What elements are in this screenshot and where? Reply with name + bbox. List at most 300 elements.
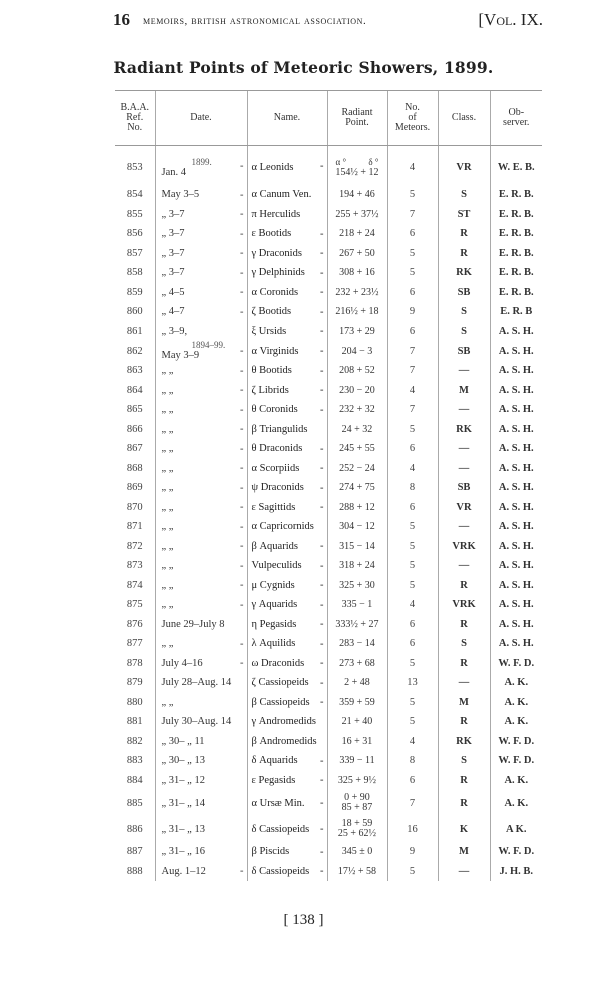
ref-cell: 885	[126, 797, 143, 809]
name-cell	[247, 420, 327, 440]
table-row	[115, 185, 542, 205]
date-text: „ „	[161, 579, 174, 591]
count-cell: 4	[387, 381, 438, 401]
date-text: „ 4–7	[161, 306, 185, 318]
shower-name: ε Pegasids	[251, 774, 296, 786]
class-cell: R	[438, 771, 490, 791]
observer-cell: A. S. H.	[490, 634, 542, 654]
ref-cell: 861	[126, 325, 143, 337]
date-cell	[155, 790, 247, 816]
table-row	[115, 478, 542, 498]
table-row	[115, 862, 542, 882]
date-cell	[155, 302, 247, 322]
radiant-value: 232 + 23½	[335, 286, 379, 298]
date-text: July 30–Aug. 14	[161, 716, 232, 728]
shower-name: ξ Ursids	[251, 325, 287, 337]
count-cell: 7	[387, 400, 438, 420]
table-row	[115, 322, 542, 342]
ref-cell: 872	[126, 540, 143, 552]
table-row	[115, 693, 542, 713]
class-cell: M	[438, 381, 490, 401]
shower-name: δ Aquarids	[251, 755, 298, 767]
leader-dash: -	[240, 228, 244, 240]
alpha-delta-units	[330, 158, 385, 167]
name-cell	[247, 381, 327, 401]
col-name: Name.	[247, 91, 327, 146]
radiant-value: 24 + 32	[341, 423, 373, 435]
ref-cell: 858	[126, 267, 143, 279]
leader-dash: -	[320, 501, 324, 513]
ref-cell: 873	[126, 560, 143, 572]
table-row	[115, 439, 542, 459]
radiant-value: 252 − 24	[339, 462, 375, 474]
observer-cell: E. R. B.	[490, 263, 542, 283]
leader-dash: -	[240, 482, 244, 494]
class-cell: R	[438, 712, 490, 732]
observer-cell: A. S. H.	[490, 615, 542, 635]
leader-dash: -	[320, 228, 324, 240]
date-text: „ 3–7	[161, 267, 185, 279]
shower-name: α Canum Ven.	[251, 189, 312, 201]
observer-cell: A K.	[490, 816, 542, 842]
observer-cell: A. S. H.	[490, 556, 542, 576]
name-cell	[247, 478, 327, 498]
date-text: „ 3–7	[161, 228, 185, 240]
class-cell: —	[438, 361, 490, 381]
leader-dash: -	[240, 423, 244, 435]
date-cell	[155, 862, 247, 882]
date-text: „ „	[161, 638, 174, 650]
ref-cell: 887	[126, 846, 143, 858]
radiant-cell	[327, 478, 387, 498]
leader-dash: -	[320, 677, 324, 689]
date-text: „ 31– „ 12	[161, 774, 205, 786]
radiant-cell	[327, 842, 387, 862]
ref-cell: 882	[126, 735, 143, 747]
ref-cell: 875	[126, 599, 143, 611]
table-row	[115, 842, 542, 862]
table-row	[115, 205, 542, 225]
class-cell: —	[438, 439, 490, 459]
date-text: June 29–July 8	[161, 618, 225, 630]
leader-dash: -	[240, 521, 244, 533]
ref-cell: 862	[126, 345, 143, 357]
date-cell	[155, 263, 247, 283]
shower-name: α Leonids	[251, 162, 294, 173]
shower-name: β Andromedids	[251, 735, 317, 747]
class-cell: RK	[438, 420, 490, 440]
leader-dash: -	[240, 286, 244, 298]
leader-dash: -	[240, 160, 244, 171]
shower-name: ε Bootids	[251, 228, 292, 240]
observer-cell: A. K.	[490, 693, 542, 713]
date-cell	[155, 517, 247, 537]
class-cell: R	[438, 790, 490, 816]
leader-dash: -	[320, 797, 324, 809]
radiant-table	[115, 90, 542, 881]
observer-cell: E. R. B.	[490, 205, 542, 225]
name-cell	[247, 283, 327, 303]
radiant-value: 204 − 3	[341, 345, 373, 357]
ref-cell: 855	[126, 208, 143, 220]
leader-dash: -	[320, 540, 324, 552]
year-note: 1894–99.	[191, 341, 226, 350]
observer-cell: W. E. B.	[490, 146, 542, 186]
shower-name: μ Cygnids	[251, 579, 295, 591]
ref-cell: 854	[126, 189, 143, 201]
name-cell	[247, 673, 327, 693]
table-row	[115, 263, 542, 283]
observer-cell: E. R. B	[490, 302, 542, 322]
ref-cell: 868	[126, 462, 143, 474]
leader-dash: -	[240, 501, 244, 513]
table-row	[115, 595, 542, 615]
ref-cell: 857	[126, 247, 143, 259]
count-cell: 9	[387, 842, 438, 862]
leader-dash: -	[320, 846, 324, 858]
date-cell	[155, 693, 247, 713]
alpha-label: α °	[335, 156, 347, 167]
radiant-cell	[327, 634, 387, 654]
date-text: „ 4–5	[161, 286, 185, 298]
table-row	[115, 224, 542, 244]
radiant-value: 315 − 14	[339, 540, 375, 552]
table-row	[115, 146, 542, 186]
radiant-cell	[327, 712, 387, 732]
class-cell: R	[438, 654, 490, 674]
observer-cell: A. K.	[490, 712, 542, 732]
name-cell	[247, 634, 327, 654]
ref-cell: 876	[126, 618, 143, 630]
class-cell: S	[438, 751, 490, 771]
radiant-cell	[327, 816, 387, 842]
count-cell: 4	[387, 732, 438, 752]
shower-name: θ Coronids	[251, 404, 298, 416]
table-row	[115, 576, 542, 596]
shower-name: λ Aquilids	[251, 638, 296, 650]
shower-name: ω Draconids	[251, 657, 305, 669]
observer-cell: A. S. H.	[490, 439, 542, 459]
col-radiant: Radiant Point.	[327, 91, 387, 146]
shower-name: α Virginids	[251, 345, 299, 357]
observer-cell: E. R. B.	[490, 224, 542, 244]
leader-dash: -	[320, 560, 324, 572]
date-text: July 28–Aug. 14	[161, 677, 232, 689]
name-cell	[247, 205, 327, 225]
count-cell: 6	[387, 224, 438, 244]
radiant-cell	[327, 537, 387, 557]
count-cell: 5	[387, 420, 438, 440]
shower-name: β Piscids	[251, 846, 290, 858]
date-cell	[155, 654, 247, 674]
name-cell	[247, 842, 327, 862]
radiant-cell	[327, 263, 387, 283]
radiant-value: 318 + 24	[339, 560, 375, 572]
name-cell	[247, 693, 327, 713]
table-row	[115, 459, 542, 479]
name-cell	[247, 790, 327, 816]
table-row	[115, 615, 542, 635]
observer-cell: A. S. H.	[490, 459, 542, 479]
leader-dash: -	[240, 443, 244, 455]
leader-dash: -	[240, 208, 244, 220]
leader-dash: -	[240, 638, 244, 650]
date-text: „ „	[161, 560, 174, 572]
leader-dash: -	[320, 774, 324, 786]
shower-name: ζ Librids	[251, 384, 289, 396]
name-cell	[247, 224, 327, 244]
leader-dash: -	[320, 618, 324, 630]
class-cell: —	[438, 517, 490, 537]
table-row	[115, 712, 542, 732]
shower-name: γ Delphinids	[251, 267, 305, 279]
leader-dash: -	[320, 443, 324, 455]
date-text: „ „	[161, 384, 174, 396]
date-text: „ „	[161, 501, 174, 513]
observer-cell: A. S. H.	[490, 498, 542, 518]
radiant-cell	[327, 732, 387, 752]
ref-cell: 879	[126, 677, 143, 689]
radiant-cell	[327, 498, 387, 518]
observer-cell: A. S. H.	[490, 400, 542, 420]
observer-cell: W. F. D.	[490, 751, 542, 771]
date-text: „ 30– „ 13	[161, 755, 205, 767]
radiant-value: 345 ± 0	[341, 846, 373, 858]
count-cell: 16	[387, 816, 438, 842]
date-text: „ „	[161, 599, 174, 611]
table-row	[115, 341, 542, 361]
shower-name: β Aquarids	[251, 540, 298, 552]
ref-cell: 865	[126, 404, 143, 416]
count-cell: 6	[387, 322, 438, 342]
radiant-value: 304 − 12	[339, 521, 375, 533]
leader-dash: -	[240, 306, 244, 318]
radiant-cell	[327, 224, 387, 244]
name-cell	[247, 263, 327, 283]
table-row	[115, 244, 542, 264]
radiant-value: 216½ + 18	[335, 306, 379, 318]
count-cell: 5	[387, 712, 438, 732]
date-text: „ „	[161, 482, 174, 494]
shower-name: ε Sagittids	[251, 501, 296, 513]
leader-dash: -	[320, 657, 324, 669]
radiant-cell	[327, 790, 387, 816]
shower-name: π Herculids	[251, 208, 301, 220]
name-cell	[247, 816, 327, 842]
shower-name: ζ Cassiopeids	[251, 677, 309, 689]
leader-dash: -	[320, 345, 324, 357]
table-row	[115, 556, 542, 576]
leader-dash: -	[240, 384, 244, 396]
observer-cell: A. S. H.	[490, 595, 542, 615]
radiant-value: 288 + 12	[339, 501, 375, 513]
radiant-cell	[327, 771, 387, 791]
leader-dash: -	[240, 560, 244, 572]
class-cell: RK	[438, 263, 490, 283]
table-row	[115, 361, 542, 381]
name-cell	[247, 185, 327, 205]
table-row	[115, 498, 542, 518]
name-cell	[247, 595, 327, 615]
count-cell: 4	[387, 146, 438, 186]
journal-title: memoirs, british astronomical association.	[143, 15, 367, 27]
date-cell	[155, 205, 247, 225]
observer-cell: E. R. B.	[490, 244, 542, 264]
shower-name: β Triangulids	[251, 423, 308, 435]
leader-dash: -	[320, 286, 324, 298]
year-note: 1899.	[191, 156, 212, 167]
date-text: „ „	[161, 443, 174, 455]
leader-dash: -	[320, 306, 324, 318]
leader-dash: -	[240, 657, 244, 669]
radiant-value: 230 − 20	[339, 384, 375, 396]
ref-cell: 883	[126, 755, 143, 767]
date-cell	[155, 634, 247, 654]
running-head	[113, 10, 543, 34]
observer-cell: A. S. H.	[490, 537, 542, 557]
shower-name: α Capricornids	[251, 521, 314, 533]
count-cell: 5	[387, 517, 438, 537]
ref-cell: 871	[126, 521, 143, 533]
date-text: May 3–5	[161, 189, 200, 201]
table-row	[115, 790, 542, 816]
name-cell	[247, 654, 327, 674]
count-cell: 5	[387, 537, 438, 557]
shower-name: θ Bootids	[251, 365, 292, 377]
class-cell: M	[438, 842, 490, 862]
radiant-cell	[327, 146, 387, 186]
date-text: „ 3–7	[161, 247, 185, 259]
name-cell	[247, 615, 327, 635]
ref-cell: 860	[126, 306, 143, 318]
shower-name: δ Cassiopeids	[251, 823, 310, 835]
count-cell: 6	[387, 634, 438, 654]
radiant-value: 2 + 48	[344, 677, 370, 689]
name-cell	[247, 244, 327, 264]
shower-name: η Pegasids	[251, 618, 297, 630]
radiant-value: 359 + 59	[339, 696, 375, 708]
radiant-value: 255 + 37½	[335, 208, 379, 220]
class-cell: RK	[438, 732, 490, 752]
name-cell	[247, 341, 327, 361]
count-cell: 5	[387, 654, 438, 674]
ref-cell: 859	[126, 286, 143, 298]
date-cell	[155, 751, 247, 771]
observer-cell: E. R. B.	[490, 283, 542, 303]
date-cell	[155, 771, 247, 791]
observer-cell: A. S. H.	[490, 478, 542, 498]
name-cell	[247, 361, 327, 381]
radiant-value: 208 + 52	[339, 365, 375, 377]
radiant-cell	[327, 205, 387, 225]
date-text: „ „	[161, 423, 174, 435]
shower-name: ψ Draconids	[251, 482, 304, 494]
observer-cell: A. K.	[490, 771, 542, 791]
count-cell: 7	[387, 205, 438, 225]
table-row	[115, 673, 542, 693]
date-cell	[155, 712, 247, 732]
name-cell	[247, 537, 327, 557]
radiant-value: 283 − 14	[339, 638, 375, 650]
radiant-value: 339 − 11	[339, 755, 375, 767]
date-cell	[155, 498, 247, 518]
col-class: Class.	[438, 91, 490, 146]
ref-cell: 864	[126, 384, 143, 396]
leader-dash: -	[320, 247, 324, 259]
leader-dash: -	[320, 325, 324, 337]
observer-cell: A. K.	[490, 790, 542, 816]
count-cell: 5	[387, 556, 438, 576]
table-row	[115, 381, 542, 401]
leader-dash: -	[320, 755, 324, 767]
radiant-value: 274 + 75	[339, 482, 375, 494]
count-cell: 5	[387, 862, 438, 882]
radiant-cell	[327, 751, 387, 771]
class-cell: S	[438, 322, 490, 342]
name-cell	[247, 400, 327, 420]
header-row	[115, 91, 542, 146]
name-cell	[247, 459, 327, 479]
radiant-cell	[327, 361, 387, 381]
radiant-cell	[327, 517, 387, 537]
name-cell	[247, 556, 327, 576]
leader-dash: -	[240, 365, 244, 377]
class-cell: S	[438, 185, 490, 205]
count-cell: 6	[387, 771, 438, 791]
radiant-cell	[327, 459, 387, 479]
date-cell	[155, 478, 247, 498]
shower-name: γ Aquarids	[251, 599, 298, 611]
name-cell	[247, 712, 327, 732]
observer-cell: A. S. H.	[490, 517, 542, 537]
ref-cell: 869	[126, 482, 143, 494]
name-cell	[247, 751, 327, 771]
ref-cell: 888	[126, 865, 143, 877]
date-cell	[155, 537, 247, 557]
class-cell: SB	[438, 341, 490, 361]
radiant-cell	[327, 654, 387, 674]
table-row	[115, 400, 542, 420]
shower-name: α Scorpiids	[251, 462, 300, 474]
observer-cell: A. S. H.	[490, 322, 542, 342]
name-cell	[247, 322, 327, 342]
name-cell	[247, 498, 327, 518]
radiant-value: 325 + 9½	[337, 774, 377, 786]
folio: [ 138 ]	[283, 912, 324, 928]
date-text: May 3–9	[161, 350, 200, 361]
observer-cell: A. S. H.	[490, 576, 542, 596]
count-cell: 7	[387, 341, 438, 361]
radiant-value: 335 − 1	[341, 599, 373, 611]
date-text: „ „	[161, 540, 174, 552]
table-row	[115, 634, 542, 654]
leader-dash: -	[320, 865, 324, 877]
class-cell: ST	[438, 205, 490, 225]
count-cell: 5	[387, 693, 438, 713]
radiant-cell	[327, 322, 387, 342]
radiant-cell	[327, 615, 387, 635]
class-cell: R	[438, 244, 490, 264]
count-cell: 9	[387, 302, 438, 322]
leader-dash: -	[240, 189, 244, 201]
date-cell	[155, 361, 247, 381]
table-row	[115, 771, 542, 791]
radiant-cell	[327, 283, 387, 303]
radiant-value: 325 + 30	[339, 579, 375, 591]
radiant-cell	[327, 556, 387, 576]
class-cell: R	[438, 576, 490, 596]
volume-label: [Vol. IX.	[478, 10, 543, 29]
